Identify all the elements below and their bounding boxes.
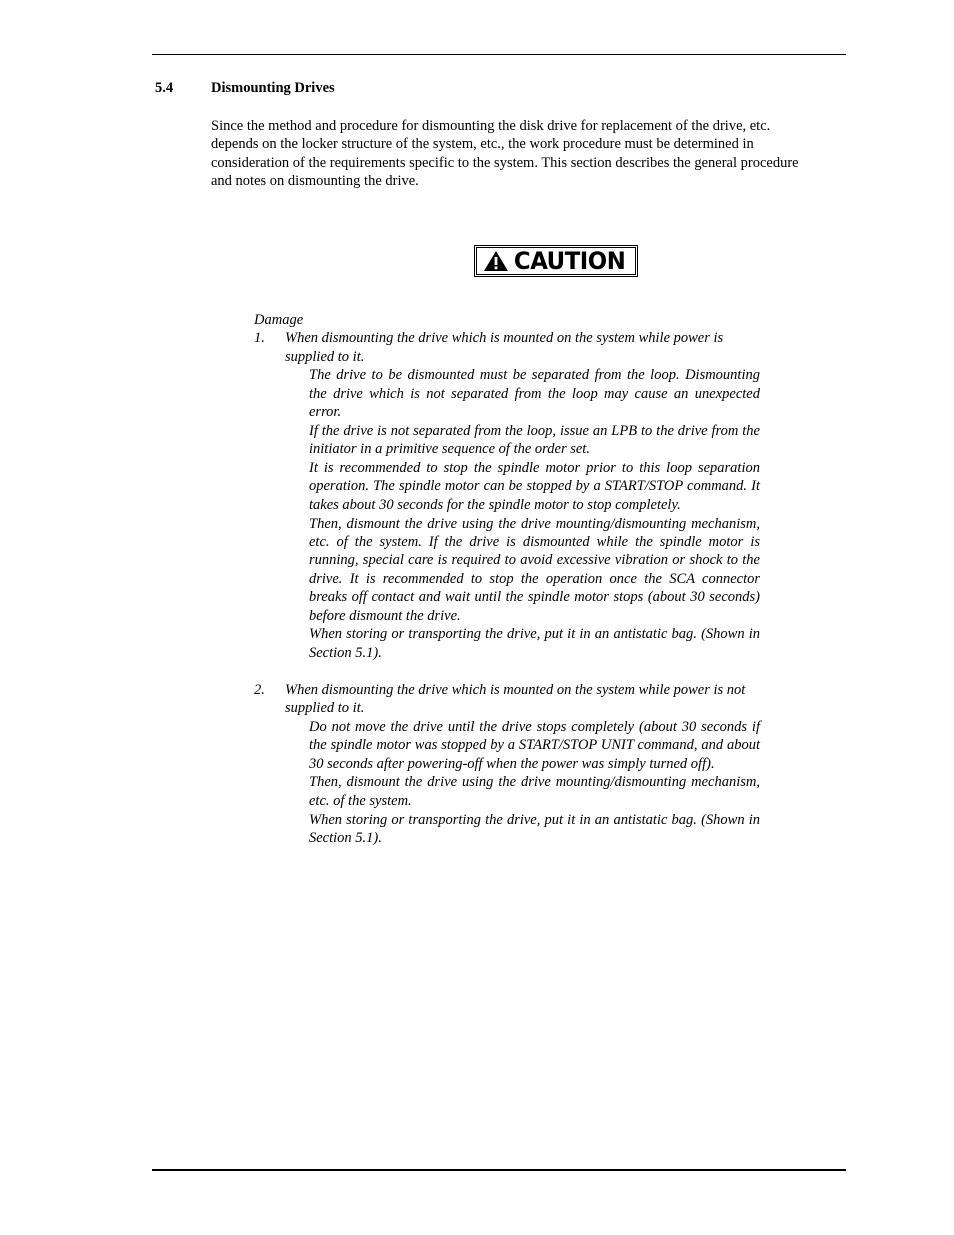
section-title: Dismounting Drives — [211, 80, 335, 96]
list-item-paragraph: Then, dismount the drive using the drive mounting/dismounting mechanism, etc. of the system. If the drive is dismounted while the spindle motor is running, special care is required to avoid excessive vibration or shock to the drive. It is recommended to stop the operation once the SCA connector breaks off contact and wait until the spindle motor stops (about 30 seconds) before dismount the drive. — [309, 515, 760, 624]
header-rule — [152, 54, 846, 55]
damage-label: Damage — [254, 312, 304, 328]
list-item-paragraph: When storing or transporting the drive, put it in an antistatic bag. (Shown in Section 5.1). — [309, 626, 760, 661]
list-item-paragraph: The drive to be dismounted must be separated from the loop. Dismounting the drive which is not separated from the loop may cause an unexpected error. — [309, 367, 760, 421]
list-item-paragraph: When storing or transporting the drive, put it in an antistatic bag. (Shown in Section 5.1). — [309, 811, 760, 847]
list-item-number: 1. — [254, 330, 265, 347]
list-item-number: 2. — [254, 682, 265, 699]
caution-label — [474, 245, 638, 277]
footer-rule — [152, 1169, 846, 1171]
caution-text: CAUTION — [514, 247, 626, 275]
list-item-paragraph: Do not move the drive until the drive stops completely (about 30 seconds if the spindle motor was stopped by a START/STOP UNIT command, and about 30 seconds after powering-off when the power was simply turned off). — [309, 718, 760, 772]
list-item-title: When dismounting the drive which is mounted on the system while power is not supplied to it. — [285, 682, 746, 717]
list-item-paragraph: It is recommended to stop the spindle motor prior to this loop separation operation. The spindle motor can be stopped by a START/STOP command. It takes about 30 seconds for the spindle motor to stop completely. — [309, 460, 760, 513]
intro-paragraph: Since the method and procedure for dismounting the disk drive for replacement of the drive, etc. depends on the locker structure of the system, etc., the work procedure must be determined in consideration of the requirements specific to the system. This section describes the general procedure and notes on dismounting the drive. — [211, 118, 799, 190]
list-item-title: When dismounting the drive which is mounted on the system while power is supplied to it. — [285, 330, 724, 365]
list-item-paragraph: Then, dismount the drive using the drive mounting/dismounting mechanism, etc. of the system. — [309, 774, 760, 809]
spacer — [254, 663, 760, 681]
caution-body — [254, 311, 760, 848]
warning-triangle-icon — [483, 250, 509, 272]
caution-label-inner — [476, 247, 636, 275]
list-item-paragraph: If the drive is not separated from the loop, issue an LPB to the drive from the initiator in a primitive sequence of the order set. — [309, 422, 760, 458]
list-item — [254, 681, 760, 718]
section-number: 5.4 — [155, 80, 174, 96]
list-item — [254, 329, 760, 366]
